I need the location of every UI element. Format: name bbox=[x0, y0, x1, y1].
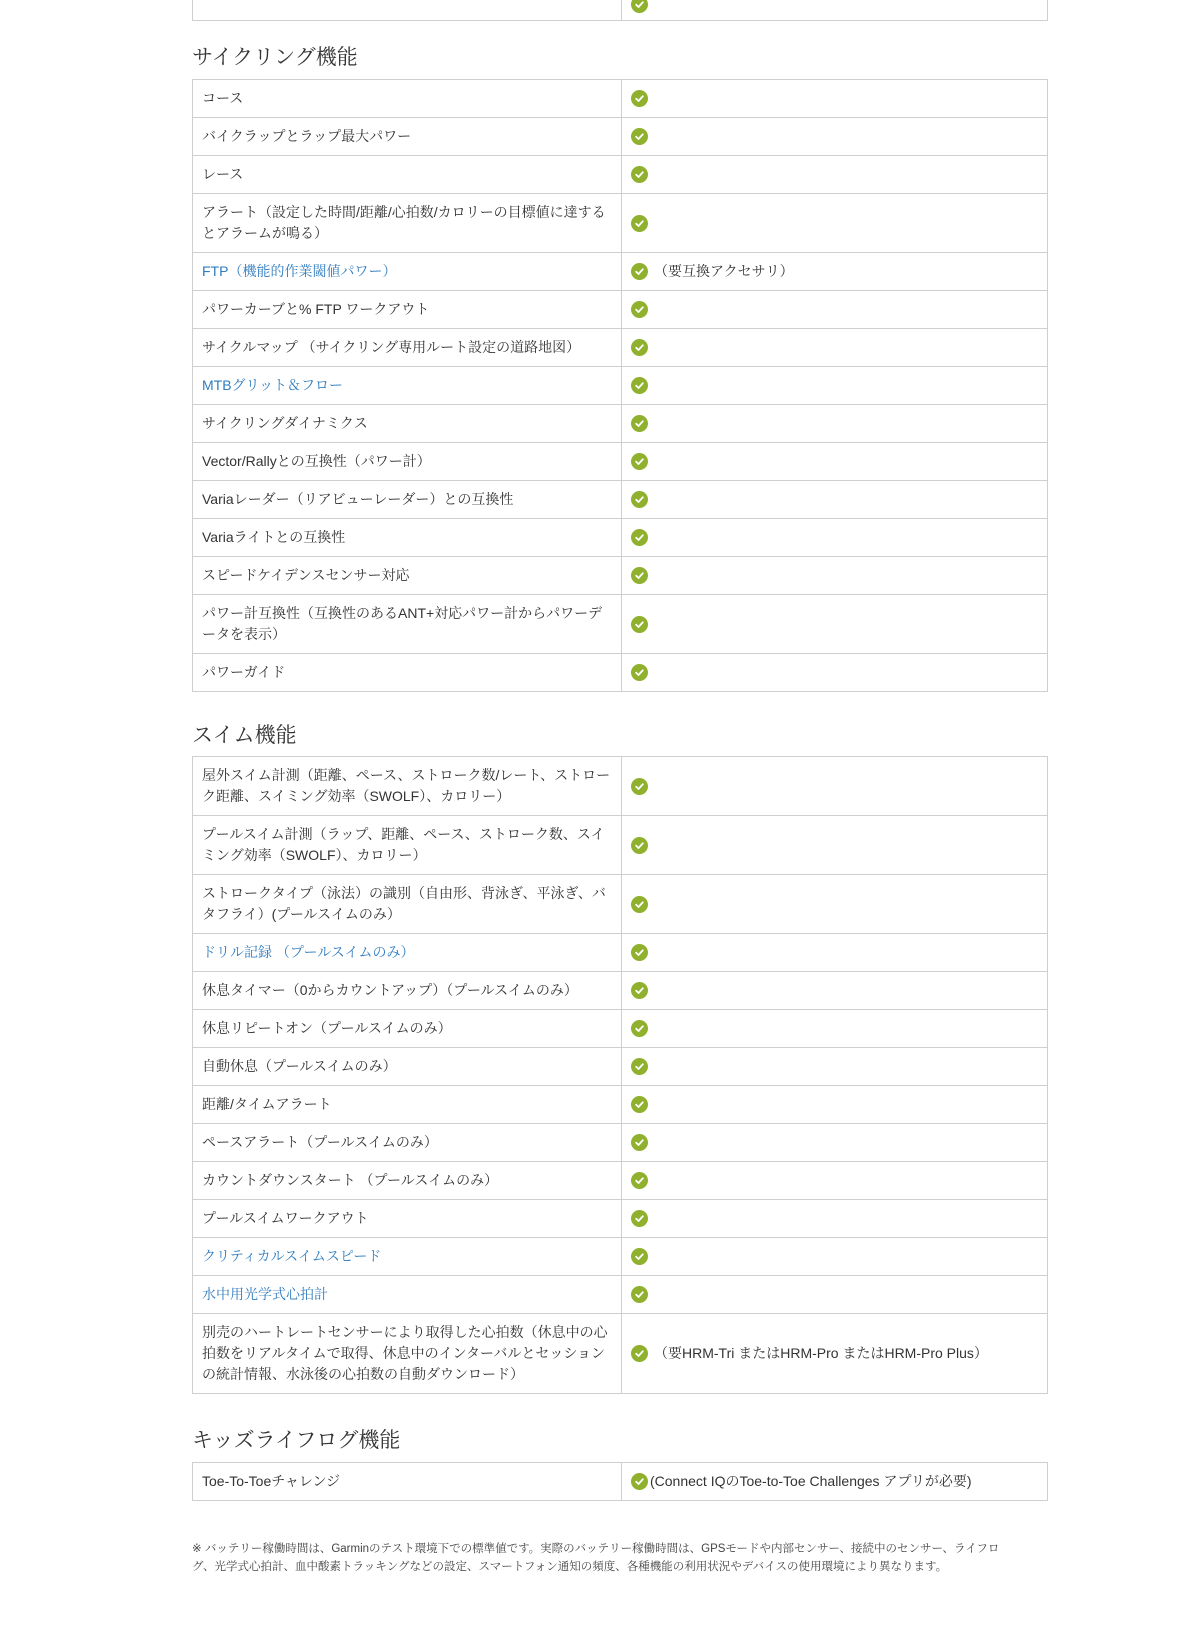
value-cell bbox=[622, 253, 1048, 291]
value-cell bbox=[622, 1200, 1048, 1238]
section-title-kids: キッズライフログ機能 bbox=[192, 1429, 401, 1452]
table-row bbox=[193, 934, 1048, 972]
table-row bbox=[193, 1086, 1048, 1124]
table-row bbox=[193, 156, 1048, 194]
feature-cell: アラート（設定した時間/距離/心拍数/カロリーの目標値に達するとアラームが鳴る） bbox=[193, 194, 622, 253]
value-cell bbox=[622, 875, 1048, 934]
table-row bbox=[193, 1124, 1048, 1162]
feature-cell: パワーガイド bbox=[193, 654, 622, 692]
value-cell bbox=[622, 1124, 1048, 1162]
check-circle-icon bbox=[631, 1096, 648, 1113]
table-row bbox=[193, 1276, 1048, 1314]
check-circle-icon bbox=[631, 1020, 648, 1037]
table-row bbox=[193, 405, 1048, 443]
feature-cell: 休息タイマー（0からカウントアップ）（プールスイムのみ） bbox=[193, 972, 622, 1010]
swim-spec-table bbox=[192, 756, 1048, 1394]
check-circle-icon bbox=[631, 837, 648, 854]
feature-cell: カウントダウンスタート （プールスイムのみ） bbox=[193, 1162, 622, 1200]
table-row bbox=[193, 1238, 1048, 1276]
check-circle-icon bbox=[631, 1473, 648, 1490]
feature-cell: 自動休息（プールスイムのみ） bbox=[193, 1048, 622, 1086]
feature-cell: 休息リピートオン（プールスイムのみ） bbox=[193, 1010, 622, 1048]
table-row bbox=[193, 443, 1048, 481]
check-circle-icon bbox=[631, 1248, 648, 1265]
check-circle-icon bbox=[631, 415, 648, 432]
value-cell bbox=[622, 654, 1048, 692]
table-row bbox=[193, 0, 1048, 21]
feature-cell: Variaレーダー（リアビューレーダー）との互換性 bbox=[193, 481, 622, 519]
feature-cell: レース bbox=[193, 156, 622, 194]
value-note: （要HRM-Tri またはHRM-Pro またはHRM-Pro Plus） bbox=[654, 1345, 988, 1361]
feature-cell: サイクリングダイナミクス bbox=[193, 405, 622, 443]
table-row bbox=[193, 519, 1048, 557]
feature-cell: ペースアラート（プールスイムのみ） bbox=[193, 1124, 622, 1162]
check-circle-icon bbox=[631, 215, 648, 232]
check-circle-icon bbox=[631, 1345, 648, 1362]
check-circle-icon bbox=[631, 263, 648, 280]
value-cell bbox=[622, 595, 1048, 654]
table-row bbox=[193, 253, 1048, 291]
feature-cell: プールスイム計測（ラップ、距離、ペース、ストローク数、スイミング効率（SWOLF）、カロリー） bbox=[193, 816, 622, 875]
feature-cell: ストロークタイプ（泳法）の識別（自由形、背泳ぎ、平泳ぎ、バタフライ）(プールスイムのみ） bbox=[193, 875, 622, 934]
value-note: （要互換アクセサリ） bbox=[654, 263, 794, 279]
table-row bbox=[193, 118, 1048, 156]
table-row bbox=[193, 1162, 1048, 1200]
value-cell bbox=[622, 443, 1048, 481]
feature-link-ftp[interactable]: FTP（機能的作業閾値パワー） bbox=[202, 263, 397, 279]
table-row bbox=[193, 1314, 1048, 1394]
table-row bbox=[193, 757, 1048, 816]
table-row bbox=[193, 972, 1048, 1010]
check-circle-icon bbox=[631, 1286, 648, 1303]
value-cell bbox=[622, 118, 1048, 156]
section-title-swim: スイム機能 bbox=[192, 724, 297, 747]
value-note: (Connect IQのToe-to-Toe Challenges アプリが必要) bbox=[650, 1473, 972, 1489]
feature-link-drill-log[interactable]: ドリル記録 （プールスイムのみ） bbox=[202, 944, 415, 960]
feature-link-mtb-grit-flow[interactable]: MTBグリット＆フロー bbox=[202, 377, 343, 393]
feature-cell: プールスイムワークアウト bbox=[193, 1200, 622, 1238]
check-circle-icon bbox=[631, 616, 648, 633]
value-cell bbox=[622, 291, 1048, 329]
value-cell bbox=[622, 557, 1048, 595]
section-title-cycling: サイクリング機能 bbox=[192, 46, 358, 69]
check-circle-icon bbox=[631, 896, 648, 913]
value-cell bbox=[622, 1086, 1048, 1124]
value-cell bbox=[622, 1048, 1048, 1086]
table-row bbox=[193, 194, 1048, 253]
feature-cell: 距離/タイムアラート bbox=[193, 1086, 622, 1124]
check-circle-icon bbox=[631, 982, 648, 999]
check-circle-icon bbox=[631, 778, 648, 795]
cycling-spec-table bbox=[192, 79, 1048, 692]
value-cell bbox=[622, 972, 1048, 1010]
value-cell bbox=[622, 519, 1048, 557]
value-cell bbox=[622, 1238, 1048, 1276]
value-cell bbox=[622, 481, 1048, 519]
kids-spec-table bbox=[192, 1462, 1048, 1501]
feature-link-underwater-hr[interactable]: 水中用光学式心拍計 bbox=[202, 1286, 328, 1302]
value-cell bbox=[622, 0, 1048, 21]
table-row bbox=[193, 367, 1048, 405]
check-circle-icon bbox=[631, 166, 648, 183]
value-cell bbox=[622, 1162, 1048, 1200]
value-cell bbox=[622, 405, 1048, 443]
value-cell bbox=[622, 757, 1048, 816]
check-circle-icon bbox=[631, 339, 648, 356]
battery-footnote: ※ バッテリー稼働時間は、Garminのテスト環境下での標準値です。実際のバッテリー稼働時間は、GPSモードや内部センサー、接続中のセンサー、ライフログ、光学式心拍計、血中酸素トラッキングなどの設定、スマートフォン通知の頻度、各種機能の利用状況やデバイスの使用環境により異なります。 bbox=[192, 1543, 1000, 1573]
feature-cell: パワーカーブと% FTP ワークアウト bbox=[193, 291, 622, 329]
value-cell bbox=[622, 194, 1048, 253]
check-circle-icon bbox=[631, 1172, 648, 1189]
table-row bbox=[193, 329, 1048, 367]
check-circle-icon bbox=[631, 377, 648, 394]
value-cell bbox=[622, 329, 1048, 367]
value-cell bbox=[622, 1276, 1048, 1314]
value-cell bbox=[622, 1010, 1048, 1048]
feature-cell bbox=[193, 0, 622, 21]
check-circle-icon bbox=[631, 491, 648, 508]
table-row bbox=[193, 875, 1048, 934]
check-circle-icon bbox=[631, 567, 648, 584]
check-circle-icon bbox=[631, 453, 648, 470]
table-row bbox=[193, 595, 1048, 654]
value-cell bbox=[622, 156, 1048, 194]
check-circle-icon bbox=[631, 1210, 648, 1227]
check-circle-icon bbox=[631, 301, 648, 318]
table-row bbox=[193, 481, 1048, 519]
check-circle-icon bbox=[631, 0, 648, 13]
check-circle-icon bbox=[631, 1134, 648, 1151]
value-cell bbox=[622, 367, 1048, 405]
table-row bbox=[193, 1010, 1048, 1048]
table-row bbox=[193, 291, 1048, 329]
table-row bbox=[193, 1463, 1048, 1501]
feature-cell: 別売のハートレートセンサーにより取得した心拍数（休息中の心拍数をリアルタイムで取得、休息中のインターバルとセッションの統計情報、水泳後の心拍数の自動ダウンロード） bbox=[193, 1314, 622, 1394]
value-cell bbox=[622, 934, 1048, 972]
table-row bbox=[193, 1200, 1048, 1238]
feature-cell: Vector/Rallyとの互換性（パワー計） bbox=[193, 443, 622, 481]
value-cell bbox=[622, 80, 1048, 118]
feature-cell: 屋外スイム計測（距離、ペース、ストローク数/レート、ストローク距離、スイミング効率（SWOLF）、カロリー） bbox=[193, 757, 622, 816]
feature-cell: コース bbox=[193, 80, 622, 118]
check-circle-icon bbox=[631, 529, 648, 546]
previous-spec-table bbox=[192, 0, 1048, 21]
check-circle-icon bbox=[631, 128, 648, 145]
table-row bbox=[193, 557, 1048, 595]
table-row bbox=[193, 1048, 1048, 1086]
feature-cell: Toe-To-Toeチャレンジ bbox=[193, 1463, 622, 1501]
table-row bbox=[193, 80, 1048, 118]
feature-cell: サイクルマップ （サイクリング専用ルート設定の道路地図） bbox=[193, 329, 622, 367]
check-circle-icon bbox=[631, 90, 648, 107]
feature-cell: パワー計互換性（互換性のあるANT+対応パワー計からパワーデータを表示） bbox=[193, 595, 622, 654]
table-row bbox=[193, 816, 1048, 875]
check-circle-icon bbox=[631, 664, 648, 681]
value-cell bbox=[622, 1463, 1048, 1501]
table-row bbox=[193, 654, 1048, 692]
feature-cell: Variaライトとの互換性 bbox=[193, 519, 622, 557]
feature-link-critical-swim-speed[interactable]: クリティカルスイムスピード bbox=[202, 1248, 382, 1264]
check-circle-icon bbox=[631, 1058, 648, 1075]
feature-cell: バイクラップとラップ最大パワー bbox=[193, 118, 622, 156]
feature-cell: スピードケイデンスセンサー対応 bbox=[193, 557, 622, 595]
value-cell bbox=[622, 1314, 1048, 1394]
value-cell bbox=[622, 816, 1048, 875]
check-circle-icon bbox=[631, 944, 648, 961]
